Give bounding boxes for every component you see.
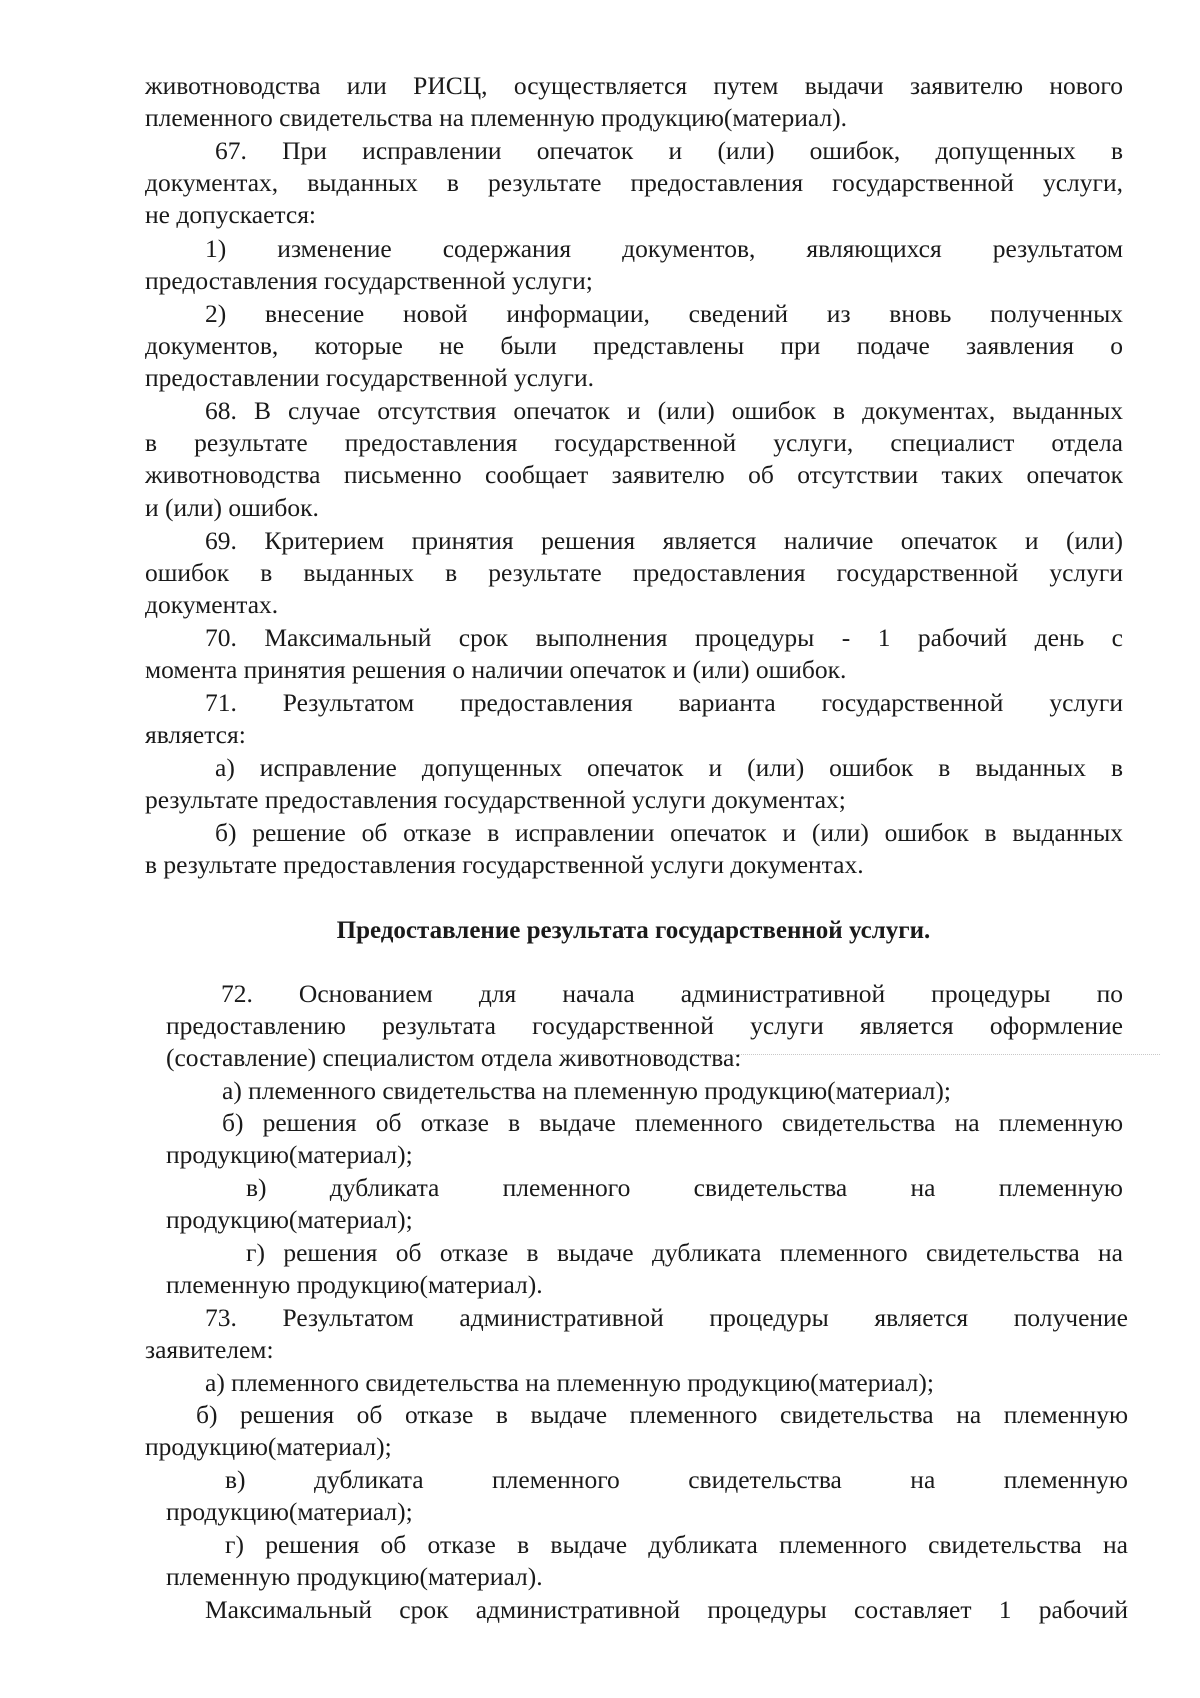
text-line: а) племенного свидетельства на племенную продукцию(материал); — [205, 1368, 934, 1397]
paragraph — [145, 817, 1123, 881]
text-line: в результате предоставления государственной услуги документах. — [145, 850, 864, 880]
text-line: Максимальный срок административной процедуры составляет 1 рабочий — [205, 1595, 1128, 1624]
paragraph — [145, 233, 1123, 297]
text-line: в) дубликата племенного свидетельства на племенную — [246, 1173, 1123, 1202]
paragraph — [166, 1172, 1123, 1236]
text-line: предоставлению результата государственной услуги является оформление — [166, 1011, 1123, 1041]
text-line: является: — [145, 720, 246, 750]
text-line: 1) изменение содержания документов, являющихся результатом — [205, 234, 1123, 263]
paragraph — [166, 1075, 1123, 1107]
text-line: и (или) ошибок. — [145, 492, 319, 522]
paragraph — [166, 1237, 1123, 1301]
text-line: не допускается: — [145, 200, 317, 230]
paragraph — [145, 525, 1123, 622]
paragraph — [145, 687, 1123, 751]
text-line: предоставлении государственной услуги. — [145, 363, 595, 393]
text-line: момента принятия решения о наличии опечаток и (или) ошибок. — [145, 655, 847, 685]
text-line: документах. — [145, 590, 279, 620]
text-line: 69. Критерием принятия решения является наличие опечаток и (или) — [205, 526, 1123, 555]
text-line: племенную продукцию(материал). — [166, 1562, 543, 1592]
scan-artifact-line — [560, 1054, 1160, 1056]
text-line: продукцию(материал); — [145, 1432, 392, 1462]
text-line: продукцию(материал); — [166, 1140, 413, 1170]
text-line: а) исправление допущенных опечаток и (или) ошибок в выданных в — [215, 753, 1123, 782]
paragraph — [145, 752, 1123, 816]
paragraph — [166, 1464, 1128, 1528]
paragraph — [145, 395, 1123, 524]
paragraph — [145, 1302, 1128, 1366]
text-line: животноводства или РИСЦ, осуществляется путем выдачи заявителю нового — [145, 71, 1123, 100]
text-line: (составление) специалистом отдела животноводства: — [166, 1043, 742, 1073]
text-line: племенную продукцию(материал). — [166, 1270, 543, 1300]
text-line: в) дубликата племенного свидетельства на племенную — [225, 1465, 1128, 1494]
section-heading: Предоставление результата государственной услуги. — [336, 917, 931, 944]
text-line: продукцию(материал); — [166, 1205, 413, 1235]
paragraph — [145, 135, 1123, 232]
paragraph — [166, 1107, 1123, 1171]
text-line: б) решение об отказе в исправлении опечаток и (или) ошибок в выданных — [215, 818, 1123, 847]
paragraph — [166, 978, 1123, 1075]
paragraph — [145, 1399, 1128, 1463]
text-line: результате предоставления государственной услуги документах; — [145, 785, 846, 815]
text-line: г) решения об отказе в выдаче дубликата племенного свидетельства на — [246, 1238, 1123, 1267]
text-line: продукцию(материал); — [166, 1497, 413, 1527]
text-line: животноводства письменно сообщает заявителю об отсутствии таких опечаток — [145, 460, 1123, 490]
text-line: документов, которые не были представлены при подаче заявления о — [145, 331, 1123, 361]
text-line: 72. Основанием для начала административной процедуры по — [221, 979, 1123, 1008]
text-line: 67. При исправлении опечаток и (или) ошибок, допущенных в — [215, 136, 1123, 165]
paragraph — [145, 70, 1123, 134]
text-line: 73. Результатом административной процедуры является получение — [205, 1303, 1128, 1332]
text-line: б) решения об отказе в выдаче племенного свидетельства на племенную — [222, 1108, 1123, 1137]
text-line: 68. В случае отсутствия опечаток и (или) ошибок в документах, выданных — [205, 396, 1123, 425]
paragraph — [145, 1367, 1128, 1399]
text-line: ошибок в выданных в результате предоставления государственной услуги — [145, 558, 1123, 588]
text-line: 2) внесение новой информации, сведений из вновь полученных — [205, 299, 1123, 328]
text-line: г) решения об отказе в выдаче дубликата племенного свидетельства на — [225, 1530, 1128, 1559]
text-line: в результате предоставления государственной услуги, специалист отдела — [145, 428, 1123, 458]
paragraph — [166, 1529, 1128, 1593]
text-line: 71. Результатом предоставления варианта государственной услуги — [205, 688, 1123, 717]
text-line: предоставления государственной услуги; — [145, 266, 593, 296]
paragraph — [145, 1594, 1128, 1626]
text-line: б) решения об отказе в выдаче племенного свидетельства на племенную — [196, 1400, 1128, 1429]
text-line: племенного свидетельства на племенную продукцию(материал). — [145, 103, 848, 133]
text-line: 70. Максимальный срок выполнения процедуры - 1 рабочий день с — [205, 623, 1123, 652]
text-line: документах, выданных в результате предоставления государственной услуги, — [145, 168, 1123, 198]
paragraph — [145, 298, 1123, 395]
text-line: заявителем: — [145, 1335, 274, 1365]
paragraph — [145, 622, 1123, 686]
text-line: а) племенного свидетельства на племенную продукцию(материал); — [222, 1076, 951, 1105]
